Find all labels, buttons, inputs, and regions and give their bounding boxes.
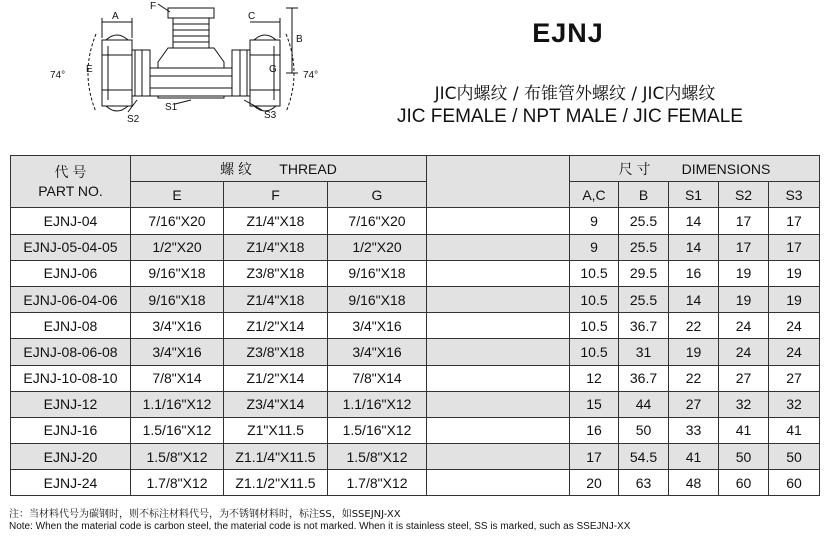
dim-s1-cell: 19 [669,339,719,365]
dim-s2-cell: 24 [719,313,769,339]
blank-header [427,156,570,208]
col-header-F: F [224,182,328,208]
dim-s3-cell: 17 [769,208,820,234]
thread-g-cell: 9/16"X18 [328,286,427,312]
table-row [11,470,820,496]
dim-b-cell: 31 [619,339,669,365]
spec-table [10,155,820,496]
dim-s1-cell: 14 [669,234,719,260]
col-header-G: G [328,182,427,208]
dim-b-cell: 36.7 [619,313,669,339]
dim-ac-cell: 10.5 [570,313,619,339]
dim-s1-cell: 14 [669,208,719,234]
note-english: Note: When the material code is carbon steel, the material code is not marked. When it is stainless steel, SS is marked, such as SSEJNJ-XX [9,521,631,532]
thread-f-cell: Z1.1/2"X11.5 [224,470,328,496]
subtitle-chinese: JIC内螺纹 / 布锥管外螺纹 / JIC内螺纹 [434,84,716,104]
col-header-S1: S1 [669,182,719,208]
thread-e-cell: 3/4"X16 [131,339,224,365]
thread-e-cell: 1.7/8"X12 [131,470,224,496]
thread-e-cell: 1.1/16"X12 [131,391,224,417]
label-S3: S3 [264,110,277,121]
dim-b-cell: 54.5 [619,444,669,470]
table-row [11,313,820,339]
part-cell: EJNJ-06-04-06 [11,286,131,312]
blank-cell [427,339,570,365]
thread-f-cell: Z1/4"X18 [224,286,328,312]
thread-g-cell: 7/8"X14 [328,365,427,391]
dim-ac-cell: 10.5 [570,260,619,286]
dim-s3-cell: 60 [769,470,820,496]
thread-header [131,156,427,182]
thread-f-cell: Z3/8"X18 [224,339,328,365]
angle-left-label: 74° [50,70,66,81]
label-A: A [112,11,119,22]
col-header-B: B [619,182,669,208]
dim-header-en: DIMENSIONS [681,160,771,177]
blank-cell [427,313,570,339]
table-row [11,208,820,234]
part-header-cn: 代 号 [54,163,87,180]
thread-header-en: THREAD [279,160,337,177]
dim-s1-cell: 27 [669,391,719,417]
thread-g-cell: 3/4"X16 [328,313,427,339]
part-cell: EJNJ-06 [11,260,131,286]
dim-s2-cell: 17 [719,208,769,234]
col-header-E: E [131,182,224,208]
dim-b-cell: 36.7 [619,365,669,391]
dim-b-cell: 63 [619,470,669,496]
dim-header-cn: 尺 寸 [618,160,651,177]
label-F: F [150,1,157,12]
thread-e-cell: 1.5/16"X12 [131,417,224,443]
dim-s2-cell: 60 [719,470,769,496]
dim-s1-cell: 48 [669,470,719,496]
dim-s3-cell: 19 [769,260,820,286]
thread-f-cell: Z1"X11.5 [224,417,328,443]
fitting-drawing [40,0,340,145]
thread-e-cell: 9/16"X18 [131,260,224,286]
table-row [11,234,820,260]
thread-g-cell: 9/16"X18 [328,260,427,286]
part-cell: EJNJ-16 [11,417,131,443]
dim-s3-cell: 41 [769,417,820,443]
part-cell: EJNJ-05-04-05 [11,234,131,260]
model-code: EJNJ [532,18,604,48]
dim-s2-cell: 50 [719,444,769,470]
blank-cell [427,391,570,417]
dim-b-cell: 29.5 [619,260,669,286]
label-E: E [86,64,93,75]
blank-cell [427,260,570,286]
dim-s3-cell: 17 [769,234,820,260]
blank-cell [427,365,570,391]
dim-s1-cell: 16 [669,260,719,286]
label-S1: S1 [165,102,178,113]
dim-ac-cell: 17 [570,444,619,470]
dim-ac-cell: 9 [570,234,619,260]
table-row [11,444,820,470]
dim-s2-cell: 32 [719,391,769,417]
table-row [11,339,820,365]
header-row-1 [11,156,820,182]
thread-header-cn: 螺 纹 [220,160,253,177]
thread-f-cell: Z1/2"X14 [224,365,328,391]
col-header-S3: S3 [769,182,820,208]
dim-b-cell: 50 [619,417,669,443]
thread-f-cell: Z1/4"X18 [224,234,328,260]
thread-f-cell: Z3/4"X14 [224,391,328,417]
blank-cell [427,286,570,312]
part-header-en: PART NO. [38,182,103,199]
part-cell: EJNJ-12 [11,391,131,417]
thread-f-cell: Z3/8"X18 [224,260,328,286]
part-cell: EJNJ-04 [11,208,131,234]
dim-s1-cell: 22 [669,365,719,391]
part-cell: EJNJ-24 [11,470,131,496]
dim-s2-cell: 19 [719,260,769,286]
dimensions-header [570,156,820,182]
table-row [11,365,820,391]
thread-g-cell: 1.5/8"X12 [328,444,427,470]
angle-right-label: 74° [303,70,319,81]
table-row [11,417,820,443]
dim-ac-cell: 15 [570,391,619,417]
thread-e-cell: 7/8"X14 [131,365,224,391]
thread-f-cell: Z1.1/4"X11.5 [224,444,328,470]
table-row [11,391,820,417]
dim-s1-cell: 41 [669,444,719,470]
note-chinese: 注：当材料代号为碳钢时，则不标注材料代号，为不锈钢材料时，标注SS，如SSEJNJ-XX [9,509,401,520]
thread-g-cell: 1.5/16"X12 [328,417,427,443]
thread-e-cell: 9/16"X18 [131,286,224,312]
thread-e-cell: 1.5/8"X12 [131,444,224,470]
col-header-AC: A,C [570,182,619,208]
part-cell: EJNJ-08 [11,313,131,339]
part-cell: EJNJ-10-08-10 [11,365,131,391]
dim-ac-cell: 16 [570,417,619,443]
blank-cell [427,470,570,496]
header-row-2 [11,182,820,208]
dim-s3-cell: 24 [769,339,820,365]
table-row [11,260,820,286]
part-cell: EJNJ-20 [11,444,131,470]
thread-g-cell: 1.7/8"X12 [328,470,427,496]
dim-b-cell: 25.5 [619,286,669,312]
dim-s3-cell: 27 [769,365,820,391]
dim-s2-cell: 27 [719,365,769,391]
subtitle-english: JIC FEMALE / NPT MALE / JIC FEMALE [397,106,743,127]
table-body [11,208,820,496]
label-C: C [248,11,256,22]
dim-s2-cell: 17 [719,234,769,260]
label-B: B [296,34,303,45]
part-header [11,156,131,208]
blank-cell [427,234,570,260]
dim-ac-cell: 20 [570,470,619,496]
thread-f-cell: Z1/4"X18 [224,208,328,234]
label-G: G [269,64,277,75]
dim-ac-cell: 10.5 [570,286,619,312]
table-row [11,286,820,312]
dim-s1-cell: 14 [669,286,719,312]
blank-cell [427,444,570,470]
thread-g-cell: 1/2"X20 [328,234,427,260]
dim-s2-cell: 24 [719,339,769,365]
thread-g-cell: 1.1/16"X12 [328,391,427,417]
dim-ac-cell: 9 [570,208,619,234]
blank-cell [427,417,570,443]
dim-ac-cell: 10.5 [570,339,619,365]
dim-b-cell: 25.5 [619,234,669,260]
dim-b-cell: 25.5 [619,208,669,234]
thread-e-cell: 1/2"X20 [131,234,224,260]
col-header-S2: S2 [719,182,769,208]
dim-b-cell: 44 [619,391,669,417]
dim-s1-cell: 33 [669,417,719,443]
blank-cell [427,208,570,234]
dim-s3-cell: 32 [769,391,820,417]
dim-s2-cell: 41 [719,417,769,443]
thread-g-cell: 7/16"X20 [328,208,427,234]
dim-s3-cell: 50 [769,444,820,470]
label-S2: S2 [127,114,140,125]
part-cell: EJNJ-08-06-08 [11,339,131,365]
dim-s3-cell: 19 [769,286,820,312]
dim-s2-cell: 19 [719,286,769,312]
thread-f-cell: Z1/2"X14 [224,313,328,339]
thread-e-cell: 7/16"X20 [131,208,224,234]
thread-e-cell: 3/4"X16 [131,313,224,339]
dim-s1-cell: 22 [669,313,719,339]
dim-s3-cell: 24 [769,313,820,339]
dim-ac-cell: 12 [570,365,619,391]
thread-g-cell: 3/4"X16 [328,339,427,365]
